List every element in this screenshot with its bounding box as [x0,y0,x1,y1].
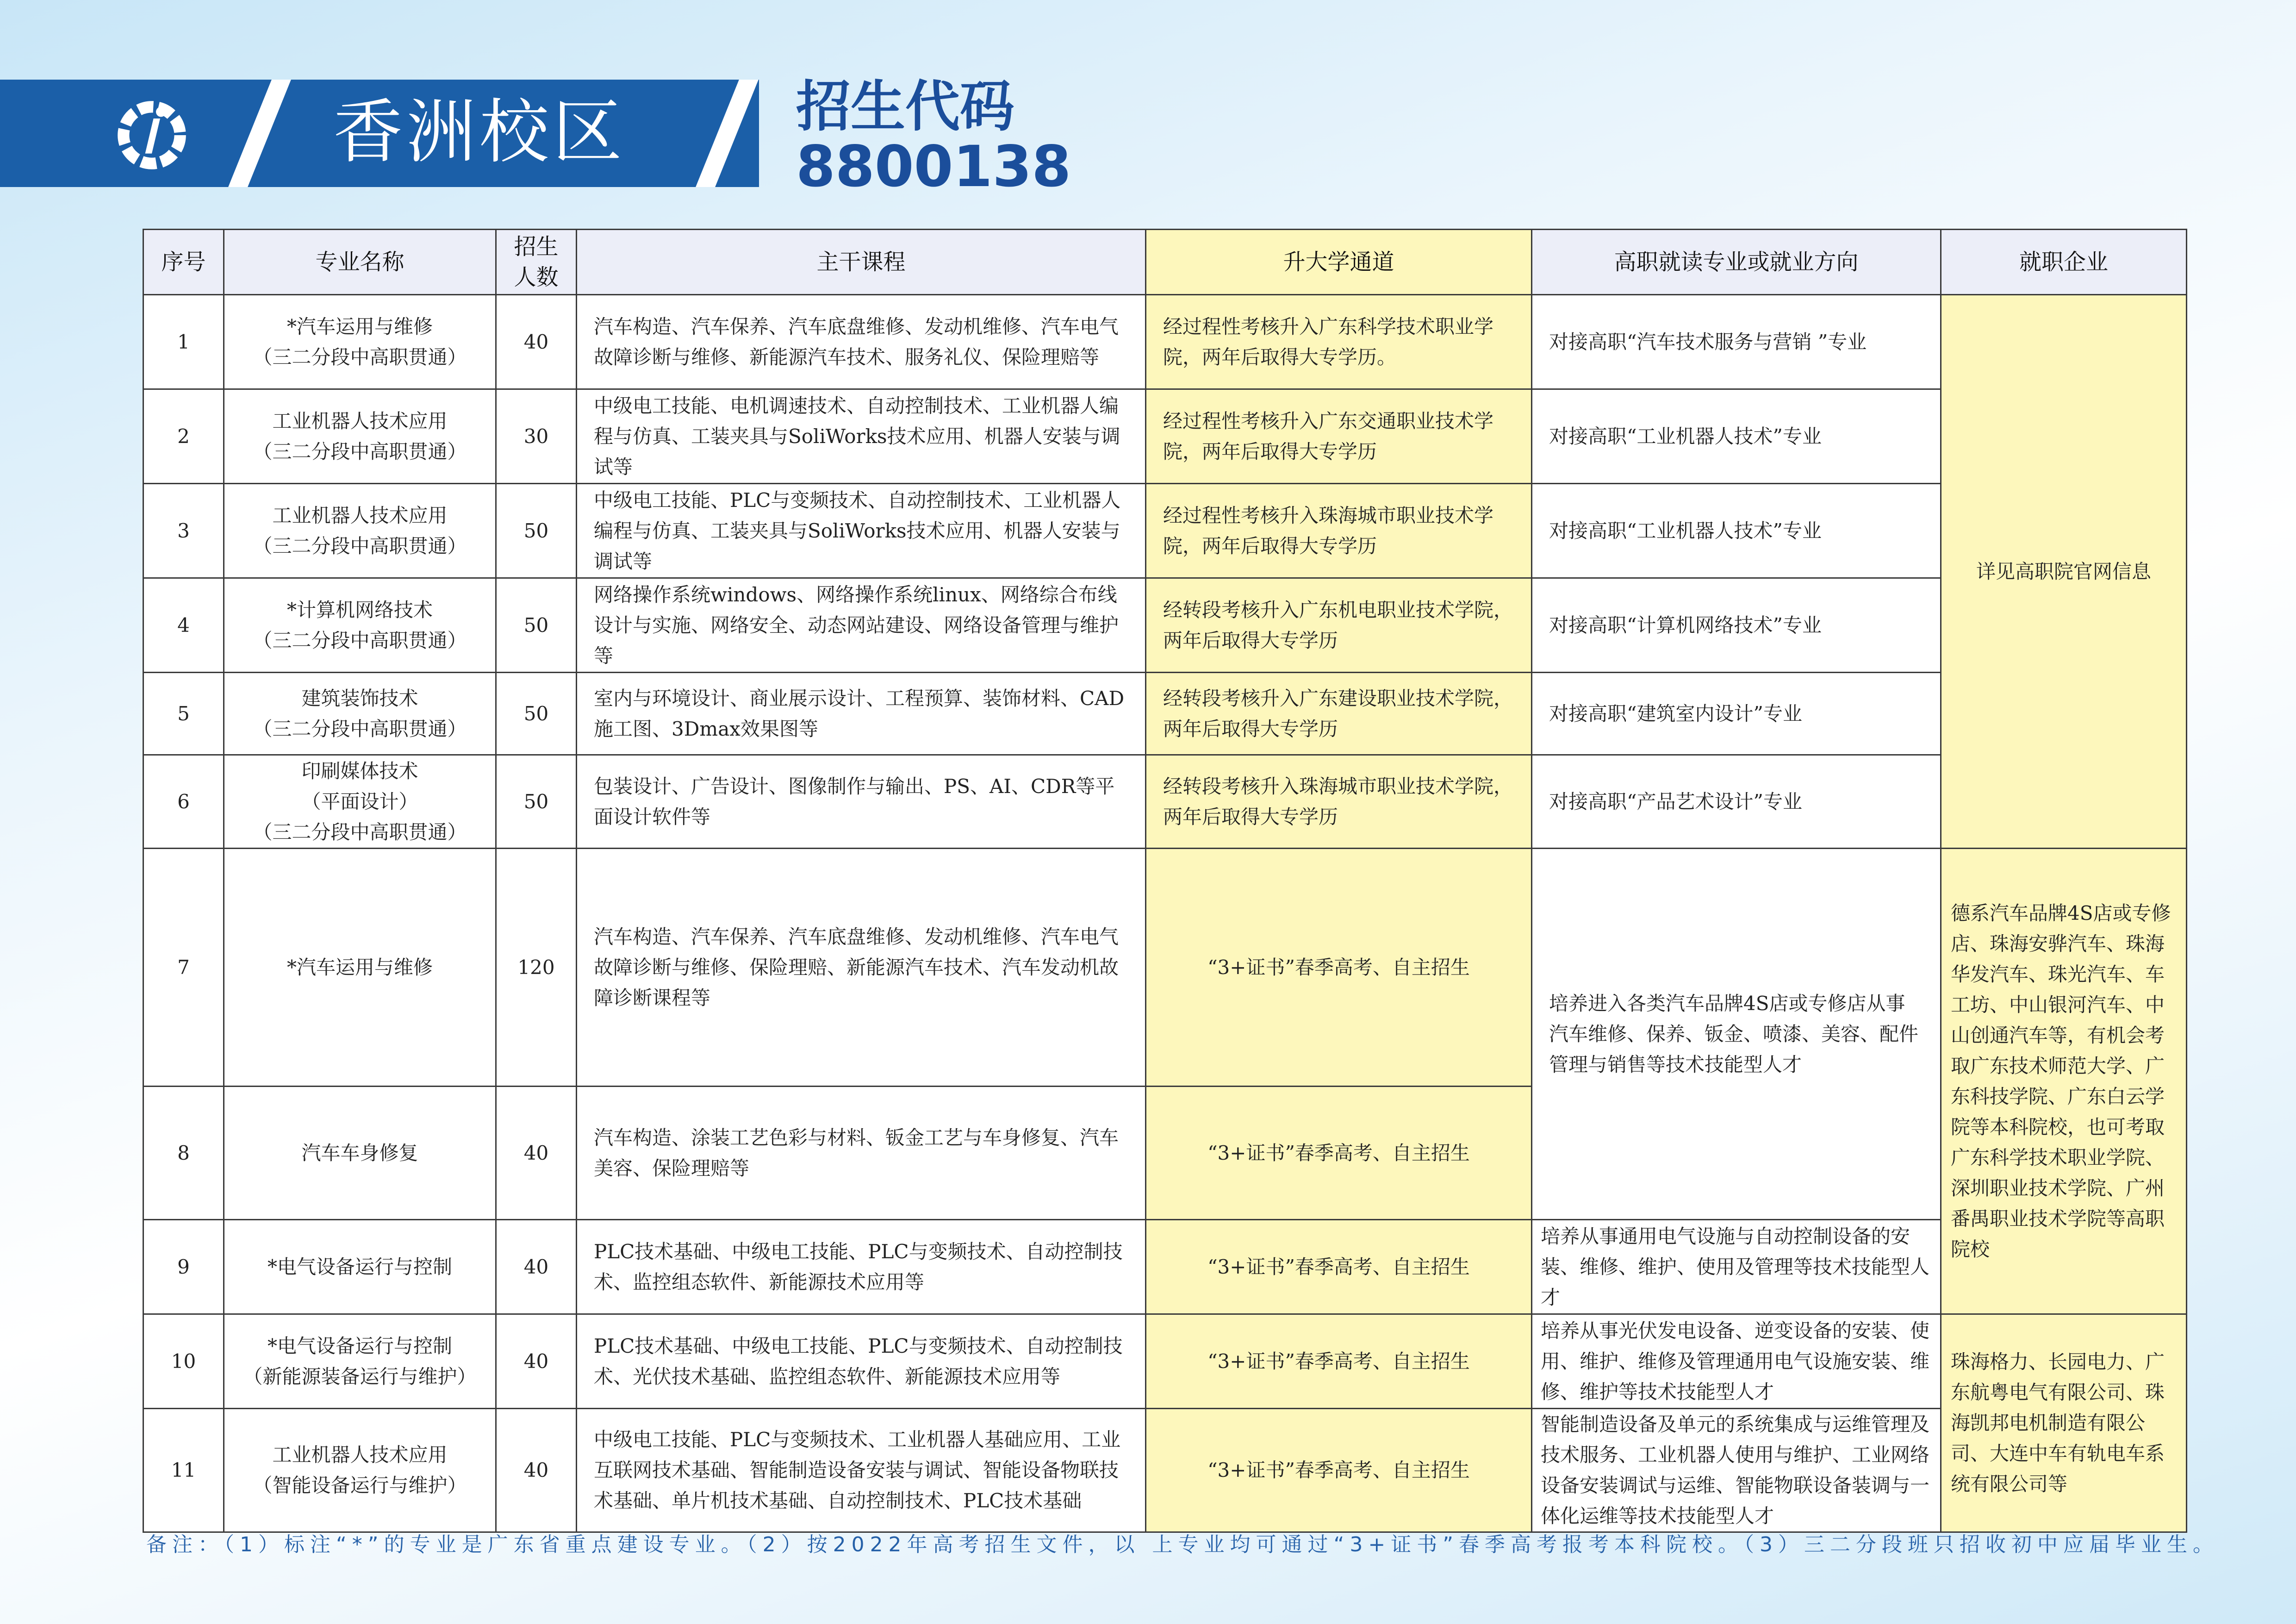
row-pathway: 经过程性考核升入广东科学技术职业学院，两年后取得大专学历。 [1146,295,1532,389]
table-row [143,755,2187,849]
row-direction: 对接高职“计算机网络技术”专业 [1532,578,1941,673]
row-count: 40 [496,1087,577,1220]
row-direction: 对接高职“汽车技术服务与营销 ”专业 [1532,295,1941,389]
row-no: 1 [143,295,224,389]
table-row [143,1409,2187,1532]
row-courses: 中级电工技能、PLC与变频技术、工业机器人基础应用、工业互联网技术基础、智能制造设备安装与调试、智能设备物联技术基础、单片机技术基础、自动控制技术、PLC技术基础 [577,1409,1146,1532]
row-major: 印刷媒体技术 （平面设计） （三二分段中高职贯通） [224,755,496,849]
row-major: 工业机器人技术应用 （智能设备运行与维护） [224,1409,496,1532]
row-count: 120 [496,849,577,1087]
row-count: 30 [496,389,577,484]
row-courses: 网络操作系统windows、网络操作系统linux、网络综合布线设计与实施、网络安全、动态网站建设、网络设备管理与维护等 [577,578,1146,673]
row-pathway: “3+证书”春季高考、自主招生 [1146,1220,1532,1314]
row-courses: PLC技术基础、中级电工技能、PLC与变频技术、自动控制技术、光伏技术基础、监控组态软件、新能源技术应用等 [577,1314,1146,1409]
col-header-employer: 就职企业 [1941,230,2187,295]
row-courses: PLC技术基础、中级电工技能、PLC与变频技术、自动控制技术、监控组态软件、新能源技术应用等 [577,1220,1146,1314]
col-header-major: 专业名称 [224,230,496,295]
school-logo-icon [110,94,193,177]
row-direction: 对接高职“工业机器人技术”专业 [1532,389,1941,484]
row-courses: 包装设计、广告设计、图像制作与输出、PS、AI、CDR等平面设计软件等 [577,755,1146,849]
row-no: 5 [143,673,224,755]
row-no: 7 [143,849,224,1087]
row-pathway: “3+证书”春季高考、自主招生 [1146,1409,1532,1532]
row-no: 6 [143,755,224,849]
row-pathway: 经转段考核升入广东机电职业技术学院，两年后取得大专学历 [1146,578,1532,673]
col-header-direction: 高职就读专业或就业方向 [1532,230,1941,295]
row-pathway: “3+证书”春季高考、自主招生 [1146,1314,1532,1409]
row-major: *汽车运用与维修 （三二分段中高职贯通） [224,295,496,389]
admission-code-value: 8800138 [796,134,1071,200]
majors-table [143,229,2187,1533]
majors-table-container [143,229,2186,1533]
row-direction: 培养从事通用电气设施与自动控制设备的安装、维修、维护、使用及管理等技术技能型人才 [1532,1220,1941,1314]
row-courses: 中级电工技能、电机调速技术、自动控制技术、工业机器人编程与仿真、工装夹具与SoliWorks技术应用、机器人安装与调试等 [577,389,1146,484]
row-no: 8 [143,1087,224,1220]
row-count: 50 [496,755,577,849]
row-no: 9 [143,1220,224,1314]
row-count: 50 [496,673,577,755]
row-major: 建筑装饰技术 （三二分段中高职贯通） [224,673,496,755]
table-row [143,849,2187,1087]
row-direction: 对接高职“建筑室内设计”专业 [1532,673,1941,755]
table-row [143,1220,2187,1314]
col-header-courses: 主干课程 [577,230,1146,295]
row-pathway: 经转段考核升入珠海城市职业技术学院，两年后取得大专学历 [1146,755,1532,849]
row-count: 40 [496,1314,577,1409]
table-row [143,389,2187,484]
row-pathway: “3+证书”春季高考、自主招生 [1146,1087,1532,1220]
col-header-count: 招生人数 [496,230,577,295]
row-pathway: 经过程性考核升入广东交通职业技术学院，两年后取得大专学历 [1146,389,1532,484]
row-count: 40 [496,1220,577,1314]
row-count: 40 [496,1409,577,1532]
row-courses: 室内与环境设计、商业展示设计、工程预算、装饰材料、CAD施工图、3Dmax效果图等 [577,673,1146,755]
table-header-row [143,230,2187,295]
direction-cell-merged: 培养进入各类汽车品牌4S店或专修店从事汽车维修、保养、钣金、喷漆、美容、配件管理与销售等技术技能型人才 [1532,849,1941,1220]
admission-code-label: 招生代码 [796,75,1015,138]
row-major: *电气设备运行与控制 （新能源装备运行与维护） [224,1314,496,1409]
row-direction: 培养从事光伏发电设备、逆变设备的安装、使用、维护、维修及管理通用电气设施安装、维修、维护等技术技能型人才 [1532,1314,1941,1409]
row-no: 4 [143,578,224,673]
row-major: 工业机器人技术应用 （三二分段中高职贯通） [224,484,496,578]
row-pathway: 经过程性考核升入珠海城市职业技术学院，两年后取得大专学历 [1146,484,1532,578]
footnote: 备注：（1）标注“*”的专业是广东省重点建设专业。（2）按2022年高考招生文件，以 上专业均可通过“3+证书”春季高考报考本科院校。（3）三二分段班只招收初中应届毕业生。 [146,1533,2219,1556]
table-row [143,484,2187,578]
table-row [143,1314,2187,1409]
row-courses: 汽车构造、汽车保养、汽车底盘维修、发动机维修、汽车电气故障诊断与维修、新能源汽车技术、服务礼仪、保险理赔等 [577,295,1146,389]
table-row [143,673,2187,755]
table-row [143,578,2187,673]
employer-cell: 详见高职院官网信息 [1941,295,2187,849]
employer-cell: 珠海格力、长园电力、广东航粤电气有限公司、珠海凯邦电机制造有限公司、大连中车有轨电车系统有限公司等 [1941,1314,2187,1532]
row-no: 11 [143,1409,224,1532]
row-direction: 智能制造设备及单元的系统集成与运维管理及技术服务、工业机器人使用与维护、工业网络设备安装调试与运维、智能物联设备装调与一体化运维等技术技能型人才 [1532,1409,1941,1532]
row-count: 50 [496,578,577,673]
row-major: 汽车车身修复 [224,1087,496,1220]
row-major: 工业机器人技术应用 （三二分段中高职贯通） [224,389,496,484]
row-direction: 对接高职“工业机器人技术”专业 [1532,484,1941,578]
col-header-no: 序号 [143,230,224,295]
row-courses: 汽车构造、涂装工艺色彩与材料、钣金工艺与车身修复、汽车美容、保险理赔等 [577,1087,1146,1220]
row-no: 2 [143,389,224,484]
admission-code-block [796,75,1071,200]
row-no: 10 [143,1314,224,1409]
col-header-pathway: 升大学通道 [1146,230,1532,295]
row-no: 3 [143,484,224,578]
row-count: 40 [496,295,577,389]
employer-cell: 德系汽车品牌4S店或专修店、珠海安骅汽车、珠海华发汽车、珠光汽车、车工坊、中山银河汽车、中山创通汽车等，有机会考取广东技术师范大学、广东科技学院、广东白云学院等本科院校，也可考取广东科学技术职业学院、深圳职业技术学院、广州番禺职业技术学院等高职院校 [1941,849,2187,1314]
row-major: *汽车运用与维修 [224,849,496,1087]
row-major: *计算机网络技术 （三二分段中高职贯通） [224,578,496,673]
row-courses: 汽车构造、汽车保养、汽车底盘维修、发动机维修、汽车电气故障诊断与维修、保险理赔、新能源汽车技术、汽车发动机故障诊断课程等 [577,849,1146,1087]
row-major: *电气设备运行与控制 [224,1220,496,1314]
campus-title: 香洲校区 [333,92,626,173]
table-row [143,295,2187,389]
row-direction: 对接高职“产品艺术设计”专业 [1532,755,1941,849]
row-pathway: “3+证书”春季高考、自主招生 [1146,849,1532,1087]
row-pathway: 经转段考核升入广东建设职业技术学院，两年后取得大专学历 [1146,673,1532,755]
row-count: 50 [496,484,577,578]
row-courses: 中级电工技能、PLC与变频技术、自动控制技术、工业机器人编程与仿真、工装夹具与SoliWorks技术应用、机器人安装与调试等 [577,484,1146,578]
